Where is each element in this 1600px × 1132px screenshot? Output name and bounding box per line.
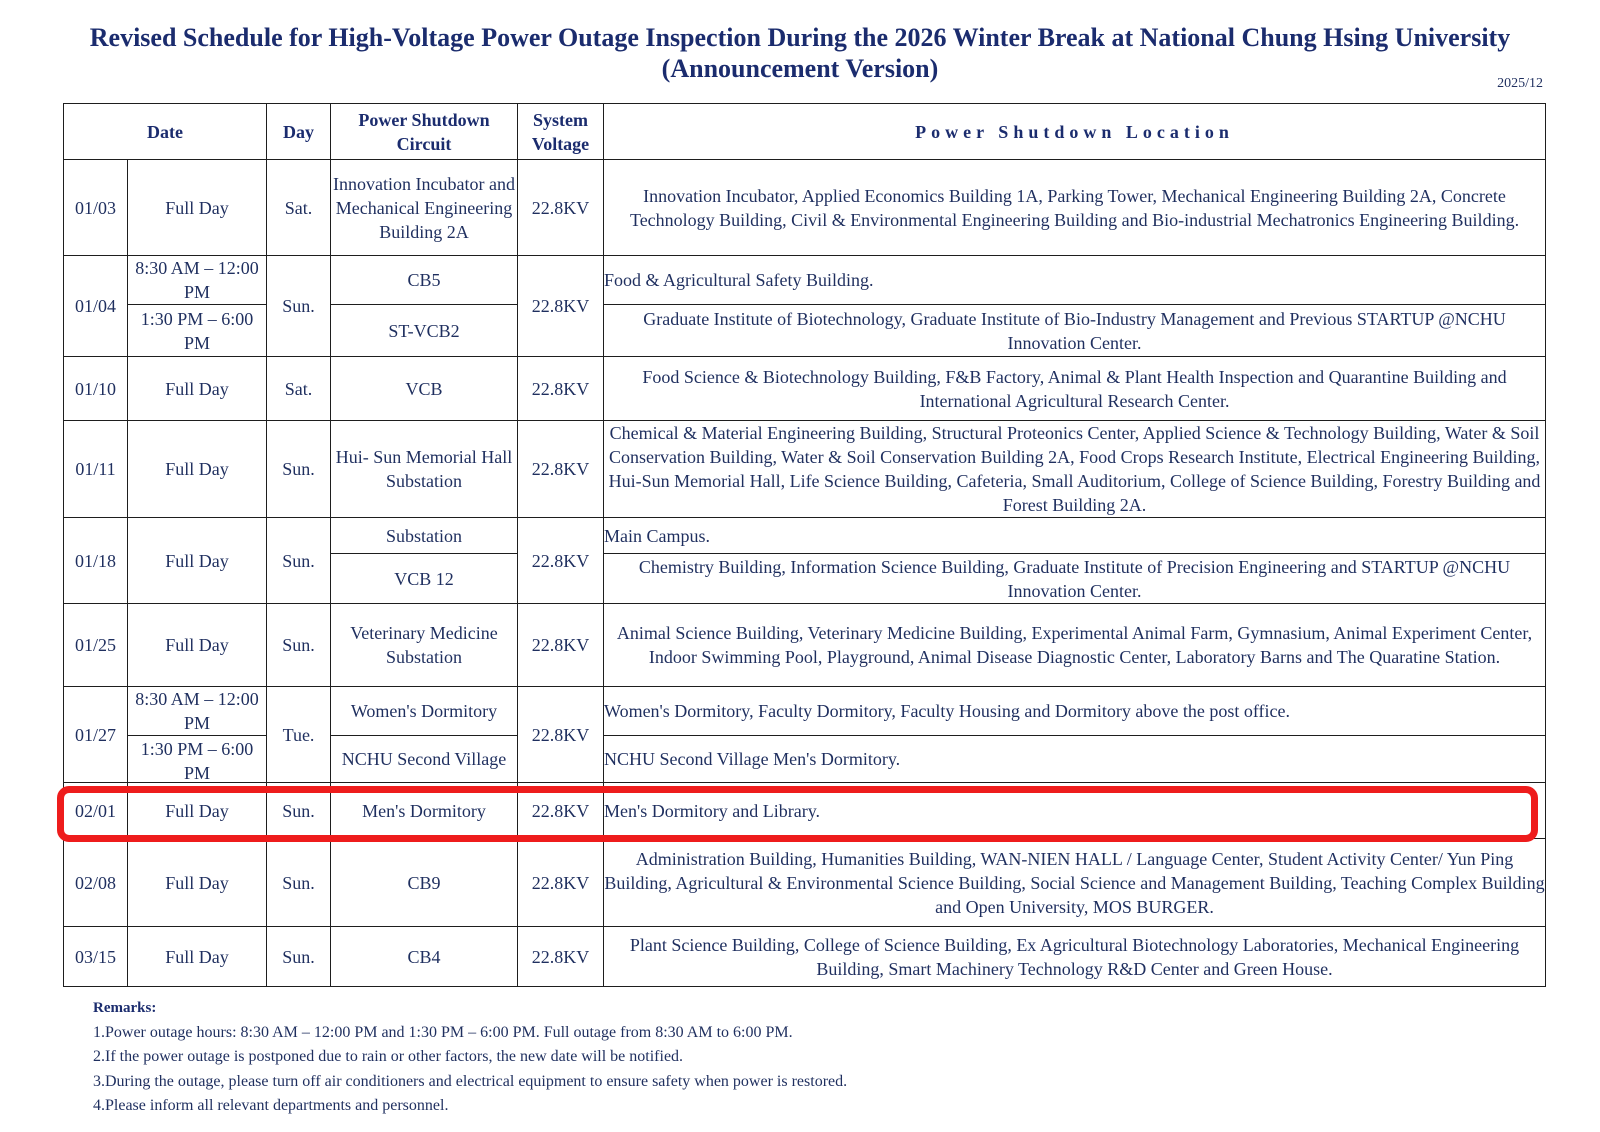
remarks-section bbox=[93, 996, 847, 1119]
remark-item: 4.Please inform all relevant departments and personnel. bbox=[93, 1097, 449, 1114]
row-date: 01/11 bbox=[64, 421, 128, 518]
remark-item: 3.During the outage, please turn off air conditioners and electrical equipment to ensure safety when power is restored. bbox=[93, 1072, 848, 1090]
row-voltage: 22.8KV bbox=[518, 256, 604, 357]
row-date: 03/15 bbox=[64, 927, 128, 987]
row-day: Sun. bbox=[267, 518, 331, 604]
row-circuit: CB4 bbox=[331, 927, 518, 987]
remark-item: 2.If the power outage is postponed due to rain or other factors, the new date will be notified. bbox=[93, 1048, 684, 1065]
row-day: Sat. bbox=[267, 160, 331, 256]
header-voltage-line1: System bbox=[533, 109, 589, 130]
remarks-heading: Remarks: bbox=[93, 1000, 157, 1016]
row-location: Chemical & Material Engineering Building, Structural Proteonics Center, Applied Science & Technology Building, Water & Soil Conservation Building, Water & Soil Conservation Building 2A, Food Crops Research Institute, Electrical Engineering Building, Hui-Sun Memorial Hall, Life Science Building, Cafeteria, Small Auditorium, College of Science Building, Forestry Building and Forest Building 2A. bbox=[604, 421, 1546, 518]
row-location: Food Science & Biotechnology Building, F&B Factory, Animal & Plant Health Inspection and Quarantine Building and International Agricultural Research Center. bbox=[604, 357, 1546, 421]
row-voltage: 22.8KV bbox=[518, 839, 604, 927]
schedule-table bbox=[63, 103, 1546, 987]
row-location: Innovation Incubator, Applied Economics Building 1A, Parking Tower, Mechanical Engineering Building 2A, Concrete Technology Building, Civil & Environmental Engineering Building and Bio-industrial Mechatronics Engineering Building. bbox=[604, 160, 1546, 256]
row-voltage: 22.8KV bbox=[518, 604, 604, 687]
row-circuit: Women's Dormitory bbox=[331, 687, 518, 736]
row-time: Full Day bbox=[128, 421, 267, 518]
row-circuit: Hui- Sun Memorial Hall Substation bbox=[331, 421, 518, 518]
row-location: Graduate Institute of Biotechnology, Graduate Institute of Bio-Industry Management and Previous STARTUP @NCHU Innovation Center. bbox=[604, 305, 1546, 357]
row-date: 01/10 bbox=[64, 357, 128, 421]
date-stamp: 2025/12 bbox=[1497, 76, 1543, 91]
table-row bbox=[64, 604, 1546, 687]
row-circuit: CB5 bbox=[331, 256, 518, 305]
header-circuit-line2: Circuit bbox=[396, 133, 452, 154]
row-time: Full Day bbox=[128, 160, 267, 256]
header-circuit bbox=[331, 104, 518, 160]
row-location: Men's Dormitory and Library. bbox=[604, 783, 1546, 839]
row-date: 01/25 bbox=[64, 604, 128, 687]
row-circuit: Innovation Incubator and Mechanical Engineering Building 2A bbox=[331, 160, 518, 256]
row-date: 01/27 bbox=[64, 687, 128, 783]
row-date: 02/08 bbox=[64, 839, 128, 927]
table-row bbox=[64, 256, 1546, 305]
row-circuit: VCB bbox=[331, 357, 518, 421]
row-circuit: Substation bbox=[331, 518, 518, 554]
row-day: Sun. bbox=[267, 927, 331, 987]
row-day: Sun. bbox=[267, 783, 331, 839]
table-row bbox=[64, 927, 1546, 987]
row-day: Sun. bbox=[267, 604, 331, 687]
row-voltage: 22.8KV bbox=[518, 927, 604, 987]
table-row bbox=[64, 357, 1546, 421]
page-title bbox=[0, 22, 1600, 84]
title-line-1: Revised Schedule for High-Voltage Power Outage Inspection During the 2026 Winter Break at National Chung Hsing University bbox=[89, 23, 1511, 52]
row-circuit: CB9 bbox=[331, 839, 518, 927]
row-circuit: VCB 12 bbox=[331, 554, 518, 604]
row-date: 01/04 bbox=[64, 256, 128, 357]
row-time: Full Day bbox=[128, 357, 267, 421]
row-circuit: Veterinary Medicine Substation bbox=[331, 604, 518, 687]
row-location: Animal Science Building, Veterinary Medicine Building, Experimental Animal Farm, Gymnasium, Animal Experiment Center, Indoor Swimming Pool, Playground, Animal Disease Diagnostic Center, Laboratory Barns and The Quaratine Station. bbox=[604, 604, 1546, 687]
header-row bbox=[64, 104, 1546, 160]
row-day: Sun. bbox=[267, 256, 331, 357]
table-row-highlighted bbox=[64, 783, 1546, 839]
row-time: Full Day bbox=[128, 927, 267, 987]
row-day: Sun. bbox=[267, 421, 331, 518]
table-row bbox=[64, 160, 1546, 256]
row-date: 02/01 bbox=[64, 783, 128, 839]
row-time-text: 1:30 PM – 6:00 PM bbox=[140, 739, 254, 781]
title-line-2: (Announcement Version) bbox=[661, 54, 939, 83]
row-location: Plant Science Building, College of Science Building, Ex Agricultural Biotechnology Laboratories, Mechanical Engineering Building, Smart Machinery Technology R&D Center and Green House. bbox=[604, 927, 1546, 987]
row-voltage: 22.8KV bbox=[518, 357, 604, 421]
row-day: Tue. bbox=[267, 687, 331, 783]
row-location: Women's Dormitory, Faculty Dormitory, Faculty Housing and Dormitory above the post office. bbox=[604, 687, 1546, 736]
row-day: Sat. bbox=[267, 357, 331, 421]
row-time: 8:30 AM – 12:00 PM bbox=[128, 256, 267, 305]
header-circuit-line1: Power Shutdown bbox=[358, 109, 490, 130]
header-date: Date bbox=[64, 104, 267, 160]
row-circuit: ST-VCB2 bbox=[331, 305, 518, 357]
row-location: Administration Building, Humanities Building, WAN-NIEN HALL / Language Center, Student Activity Center/ Yun Ping Building, Agricultural & Environmental Science Building, Social Science and Management Building, Teaching Complex Building and Open University, MOS BURGER. bbox=[604, 839, 1546, 927]
row-location: NCHU Second Village Men's Dormitory. bbox=[604, 736, 1546, 783]
row-day: Sun. bbox=[267, 839, 331, 927]
row-voltage: 22.8KV bbox=[518, 160, 604, 256]
row-time: Full Day bbox=[128, 839, 267, 927]
row-time: 8:30 AM – 12:00 PM bbox=[128, 687, 267, 736]
table-row bbox=[64, 518, 1546, 554]
row-time: Full Day bbox=[128, 518, 267, 604]
header-voltage-line2: Voltage bbox=[531, 133, 590, 154]
row-time bbox=[128, 736, 267, 783]
table-row bbox=[64, 839, 1546, 927]
row-voltage: 22.8KV bbox=[518, 687, 604, 783]
remark-item: 1.Power outage hours: 8:30 AM – 12:00 PM and 1:30 PM – 6:00 PM. Full outage from 8:30 AM to 6:00 PM. bbox=[93, 1023, 793, 1041]
table-row bbox=[64, 687, 1546, 736]
table-row bbox=[64, 421, 1546, 518]
row-date: 01/03 bbox=[64, 160, 128, 256]
row-location: Chemistry Building, Information Science Building, Graduate Institute of Precision Engineering and STARTUP @NCHU Innovation Center. bbox=[604, 554, 1546, 604]
row-time: Full Day bbox=[128, 604, 267, 687]
row-location: Food & Agricultural Safety Building. bbox=[604, 256, 1546, 305]
header-day: Day bbox=[267, 104, 331, 160]
row-location: Main Campus. bbox=[604, 518, 1546, 554]
row-time: Full Day bbox=[128, 783, 267, 839]
header-location: Power Shutdown Location bbox=[604, 104, 1546, 160]
row-voltage: 22.8KV bbox=[518, 518, 604, 604]
header-voltage bbox=[518, 104, 604, 160]
row-circuit: NCHU Second Village bbox=[331, 736, 518, 783]
row-voltage: 22.8KV bbox=[518, 421, 604, 518]
row-voltage: 22.8KV bbox=[518, 783, 604, 839]
row-date: 01/18 bbox=[64, 518, 128, 604]
row-time: 1:30 PM – 6:00 PM bbox=[128, 305, 267, 357]
row-circuit: Men's Dormitory bbox=[331, 783, 518, 839]
